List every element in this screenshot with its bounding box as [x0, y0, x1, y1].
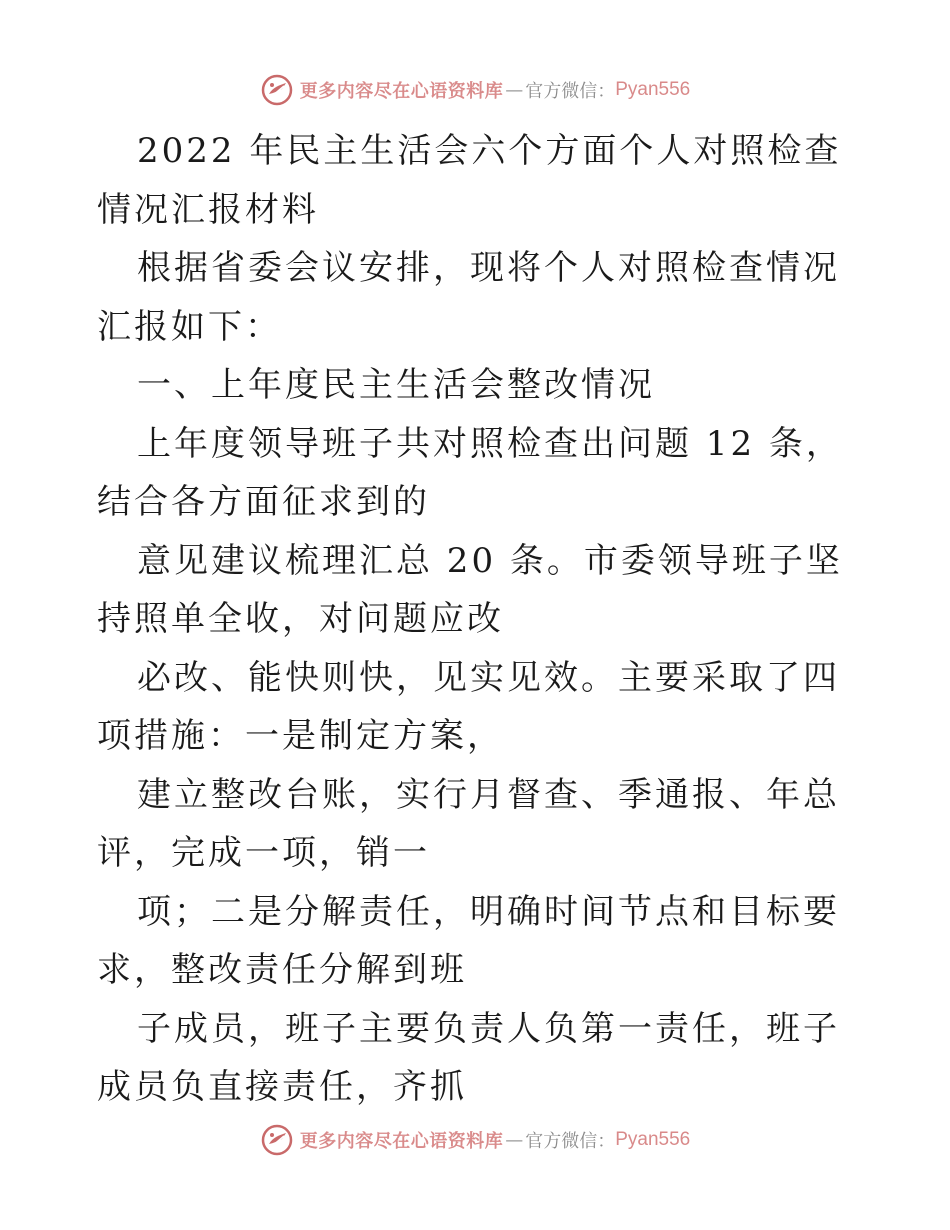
watermark-wechat-id: Pyan556 [615, 1129, 691, 1150]
document-title: 2022 年民主生活会六个方面个人对照检查情况汇报材料 [97, 131, 842, 230]
paragraph: 项；二是分解责任，明确时间节点和目标要求，整改责任分解到班 [97, 891, 840, 990]
paragraph: 根据省委会议安排，现将个人对照检查情况汇报如下： [97, 248, 840, 347]
watermark-separator: — [505, 1129, 524, 1151]
paragraph: 上年度领导班子共对照检查出问题 12 条，结合各方面征求到的 [97, 423, 843, 522]
section-heading: 一、上年度民主生活会整改情况 [137, 365, 655, 405]
watermark-wechat-id: Pyan556 [615, 79, 691, 100]
paragraph: 意见建议梳理汇总 20 条。市委领导班子坚持照单全收，对问题应改 [97, 540, 843, 639]
header-watermark [0, 70, 950, 110]
book-pen-logo-icon [260, 73, 294, 107]
paragraph: 子成员，班子主要负责人负第一责任，班子成员负直接责任，齐抓 [97, 1008, 840, 1107]
watermark-official-label: 官方微信： [525, 1131, 616, 1152]
paragraph: 必改、能快则快，见实见效。主要采取了四项措施：一是制定方案， [97, 657, 840, 756]
footer-watermark [0, 1120, 950, 1160]
book-pen-logo-icon [260, 1123, 294, 1157]
watermark-brand-text: 更多内容尽在心语资料库 [299, 1131, 504, 1152]
watermark-official-label: 官方微信： [525, 81, 616, 102]
document-body [97, 122, 857, 1117]
paragraph: 建立整改台账，实行月督查、季通报、年总评，完成一项，销一 [97, 774, 840, 873]
watermark-brand-text: 更多内容尽在心语资料库 [299, 81, 504, 102]
watermark-separator: — [505, 79, 524, 101]
